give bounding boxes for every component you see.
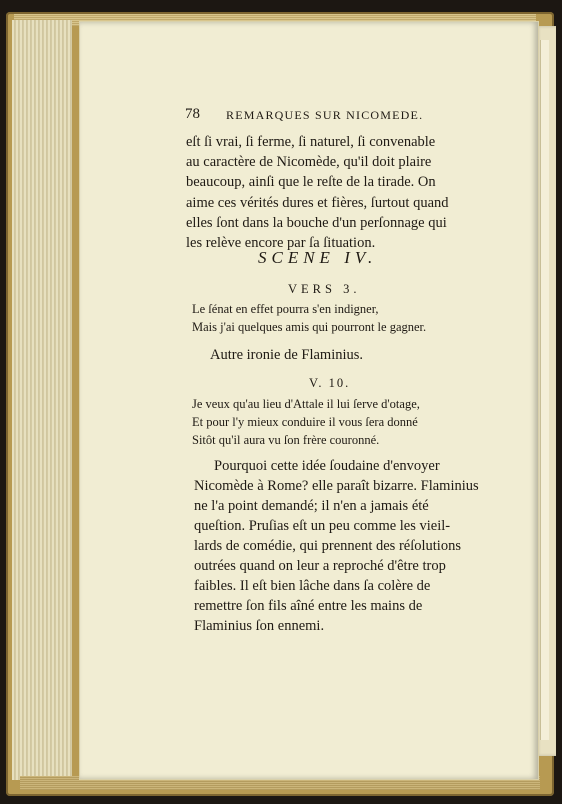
verse-heading: V. 10. — [309, 376, 351, 390]
verse-heading: VERS 3. — [288, 282, 361, 296]
quote-line: Mais j'ai quelques amis qui pourront le gagner. — [192, 320, 427, 334]
closing-line: faibles. Il eſt bien lâche dans ſa colère de — [194, 578, 431, 594]
closing-line: Nicomède à Rome? elle paraît bizarre. Flaminius — [194, 478, 479, 494]
left-page-stack — [12, 20, 72, 780]
quote-line: Je veux qu'au lieu d'Attale il lui ſerve d'otage, — [192, 397, 420, 411]
quote-line: Et pour l'y mieux conduire il vous ſera donné — [192, 415, 418, 429]
opening-line: eſt ſi vrai, ſi ferme, ſi naturel, ſi convenable — [186, 134, 436, 150]
closing-line: Pourquoi cette idée ſoudaine d'envoyer — [214, 458, 440, 474]
closing-line: remettre ſon fils aîné entre les mains de — [194, 598, 423, 614]
closing-line: Flaminius ſon ennemi. — [194, 618, 325, 634]
closing-line: outrées quand on leur a reproché d'être trop — [194, 558, 446, 574]
scene-heading: SCENE IV. — [258, 248, 378, 267]
commentary-line: Autre ironie de Flaminius. — [210, 347, 364, 363]
quote-line: Le ſénat en effet pourra s'en indigner, — [192, 302, 379, 316]
opening-line: aime ces vérités dures et fières, ſurtout quand — [186, 195, 449, 211]
closing-line: ne l'a point demandé; il n'en a jamais été — [194, 498, 429, 514]
opening-line: elles ſont dans la bouche d'un perſonnage qui — [186, 215, 447, 231]
opening-line: les relève encore par ſa ſituation. — [186, 235, 376, 251]
closing-line: lards de comédie, qui prennent des réſolutions — [194, 538, 461, 554]
running-head: REMARQUES SUR NICOMEDE. — [226, 108, 424, 122]
opening-line: au caractère de Nicomède, qu'il doit plaire — [186, 154, 432, 170]
closing-line: queſtion. Pruſias eſt un peu comme les vieil- — [194, 518, 451, 534]
next-leaf-edge — [540, 40, 549, 740]
quote-line: Sitôt qu'il aura vu ſon frère couronné. — [192, 433, 380, 447]
page-number: 78 — [185, 106, 200, 122]
opening-line: beaucoup, ainſi que le reſte de la tirade. On — [186, 174, 436, 190]
